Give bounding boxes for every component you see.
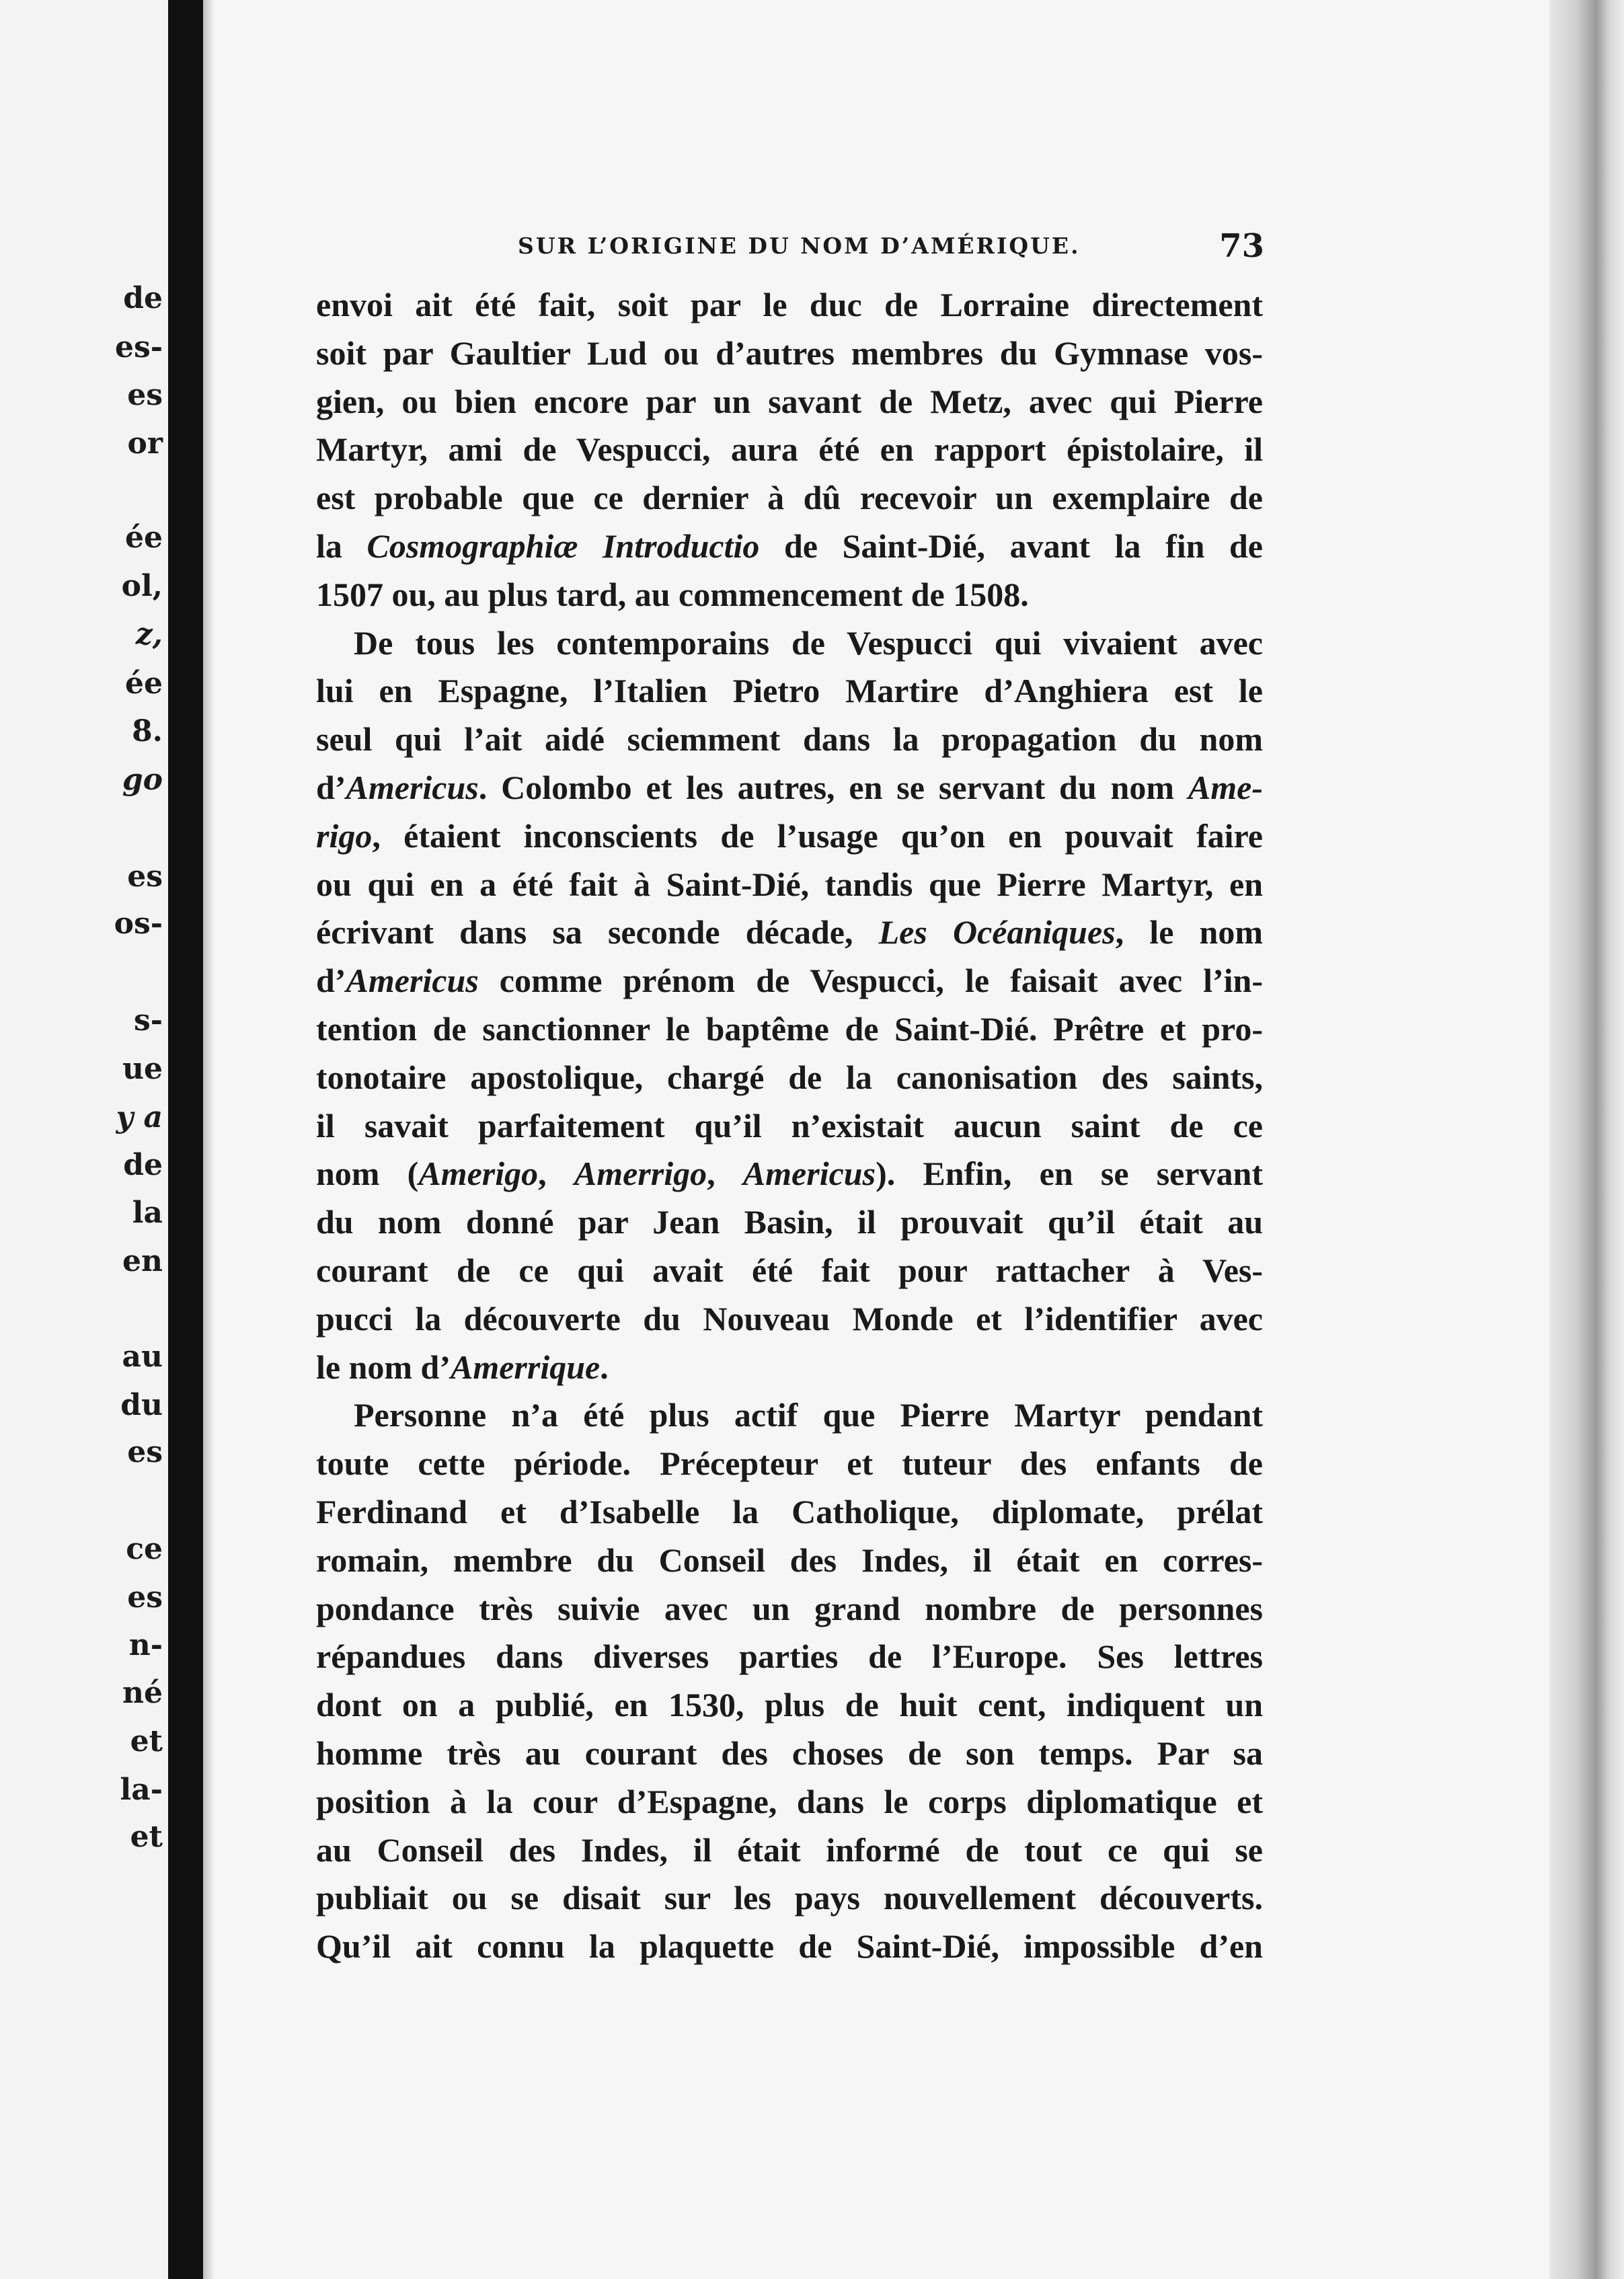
- left-page-fragment: os-: [114, 906, 163, 941]
- text-segment: .: [600, 1348, 609, 1386]
- text-segment: ). Enfin, en se servant: [876, 1155, 1264, 1193]
- text-segment: , le nom: [1115, 913, 1264, 952]
- left-page-fragments: [0, 0, 168, 2279]
- left-page-fragment: ue: [122, 1052, 163, 1086]
- left-page-fragment: et: [130, 1820, 163, 1854]
- left-page-fragment: z,: [135, 617, 163, 652]
- text-line: courant de ce qui avait été fait pour rattacher à Ves-: [316, 1251, 1263, 1289]
- text-line: [316, 523, 1263, 571]
- text-segment: nom (: [316, 1155, 419, 1193]
- left-page-fragment: ée: [125, 520, 163, 555]
- text-line: répandues dans diverses parties de l’Europe. Ses lettres: [316, 1637, 1263, 1676]
- left-page-fragment: de: [123, 281, 163, 315]
- text-line: position à la cour d’Espagne, dans le corps diplomatique et: [316, 1782, 1263, 1820]
- text-line: romain, membre du Conseil des Indes, il était en corres-: [316, 1541, 1263, 1579]
- italic-term: Amerrique: [451, 1348, 601, 1386]
- text-line: tonotaire apostolique, chargé de la canonisation des saints,: [316, 1058, 1263, 1096]
- italic-term: Americus: [346, 962, 479, 1000]
- text-line: pucci la découverte du Nouveau Monde et l’identifier avec: [316, 1299, 1263, 1338]
- text-line: [316, 764, 1263, 812]
- body-text: [316, 281, 1263, 1971]
- text-line: gien, ou bien encore par un savant de Metz, avec qui Pierre: [316, 382, 1263, 420]
- right-page-edge: [1549, 0, 1624, 2279]
- left-page-fragment: es-: [114, 330, 163, 364]
- text-line: [316, 1344, 1263, 1392]
- text-line: soit par Gaultier Lud ou d’autres membres du Gymnase vos-: [316, 334, 1263, 372]
- gutter-shadow: [203, 0, 214, 2279]
- text-segment: la: [316, 527, 367, 565]
- text-line: au Conseil des Indes, il était informé de tout ce qui se: [316, 1830, 1263, 1869]
- left-page-fragment: es: [127, 859, 163, 894]
- italic-term: Americus: [346, 768, 479, 806]
- text-segment: comme prénom de Vespucci, le faisait avec l’in-: [478, 962, 1263, 1000]
- text-segment: , étaient inconscients de l’usage qu’on en pouvait faire: [372, 816, 1263, 855]
- italic-term: Cosmographiæ Introductio: [366, 527, 760, 565]
- left-page-fragment: s-: [133, 1003, 163, 1038]
- left-page-fragment: n-: [128, 1628, 163, 1662]
- text-segment: écrivant dans sa seconde décade,: [316, 913, 879, 952]
- text-segment: . Colombo et les autres, en se servant du nom: [478, 768, 1188, 806]
- text-line: seul qui l’ait aidé sciemment dans la propagation du nom: [316, 720, 1263, 759]
- text-line: lui en Espagne, l’Italien Pietro Martire d’Anghiera est le: [316, 672, 1263, 710]
- text-line: pondance très suivie avec un grand nombre de personnes: [316, 1589, 1263, 1627]
- left-facing-page: [0, 0, 168, 2279]
- text-segment: d’: [316, 962, 346, 1000]
- page-number: 73: [1219, 227, 1264, 265]
- left-page-fragment: y a: [116, 1100, 163, 1134]
- text-segment: de Saint-Dié, avant la fin de: [759, 527, 1263, 565]
- italic-term: rigo: [316, 816, 373, 855]
- left-page-fragment: de: [123, 1148, 163, 1182]
- text-line: De tous les contemporains de Vespucci qui vivaient avec: [354, 623, 1263, 662]
- text-line: publiait ou se disait sur les pays nouvellement découverts.: [316, 1879, 1263, 1917]
- text-line: Personne n’a été plus actif que Pierre Martyr pendant: [354, 1396, 1263, 1434]
- italic-term: Americus: [742, 1155, 876, 1193]
- text-line: [316, 812, 1263, 861]
- binding-gutter: [168, 0, 203, 2279]
- left-page-fragment: ée: [125, 666, 163, 701]
- text-line: du nom donné par Jean Basin, il prouvait qu’il était au: [316, 1203, 1263, 1241]
- text-line: toute cette période. Précepteur et tuteur des enfants de: [316, 1444, 1263, 1483]
- text-segment: ,: [538, 1155, 574, 1193]
- left-page-fragment: ol,: [121, 569, 163, 603]
- text-line: homme très au courant des choses de son temps. Par sa: [316, 1734, 1263, 1772]
- text-line: dont on a publié, en 1530, plus de huit cent, indiquent un: [316, 1686, 1263, 1724]
- text-line: il savait parfaitement qu’il n’existait aucun saint de ce: [316, 1106, 1263, 1145]
- left-page-fragment: en: [122, 1244, 163, 1278]
- text-line: [316, 957, 1263, 1005]
- left-page-fragment: es: [127, 1580, 163, 1615]
- text-segment: ,: [707, 1155, 743, 1193]
- left-page-fragment: es: [127, 1435, 163, 1469]
- text-line: [316, 909, 1263, 957]
- left-page-fragment: or: [127, 426, 163, 461]
- running-title: SUR L’ORIGINE DU NOM D’AMÉRIQUE.: [518, 233, 1081, 259]
- left-page-fragment: la-: [120, 1773, 163, 1807]
- left-page-fragment: ce: [126, 1532, 163, 1566]
- italic-term: Ame-: [1188, 768, 1263, 806]
- running-head: [518, 227, 1264, 268]
- left-page-fragment: et: [130, 1724, 163, 1759]
- italic-term: Amerrigo: [574, 1155, 707, 1193]
- text-line: 1507 ou, au plus tard, au commencement de 1508.: [316, 575, 1029, 613]
- left-page-fragment: go: [122, 763, 163, 797]
- text-segment: d’: [316, 768, 346, 806]
- text-line: tention de sanctionner le baptême de Saint-Dié. Prêtre et pro-: [316, 1009, 1263, 1048]
- text-line: Martyr, ami de Vespucci, aura été en rapport épistolaire, il: [316, 430, 1263, 469]
- text-line: Qu’il ait connu la plaquette de Saint-Dié, impossible d’en: [316, 1927, 1263, 1966]
- text-segment: le nom d’: [316, 1348, 451, 1386]
- left-page-fragment: la: [132, 1196, 163, 1230]
- text-line: ou qui en a été fait à Saint-Dié, tandis que Pierre Martyr, en: [316, 865, 1263, 903]
- text-line: envoi ait été fait, soit par le duc de Lorraine directement: [316, 286, 1263, 323]
- left-page-fragment: né: [122, 1676, 163, 1710]
- text-line: Ferdinand et d’Isabelle la Catholique, diplomate, prélat: [316, 1492, 1263, 1531]
- left-page-fragment: au: [122, 1340, 163, 1374]
- left-page-fragment: es: [127, 378, 163, 412]
- italic-term: Les Océaniques: [878, 913, 1116, 952]
- text-line: est probable que ce dernier à dû recevoir un exemplaire de: [316, 479, 1263, 517]
- italic-term: Amerigo: [418, 1155, 539, 1193]
- left-page-fragment: du: [120, 1388, 163, 1422]
- left-page-fragment: 8.: [132, 714, 163, 748]
- text-line: [316, 1150, 1263, 1198]
